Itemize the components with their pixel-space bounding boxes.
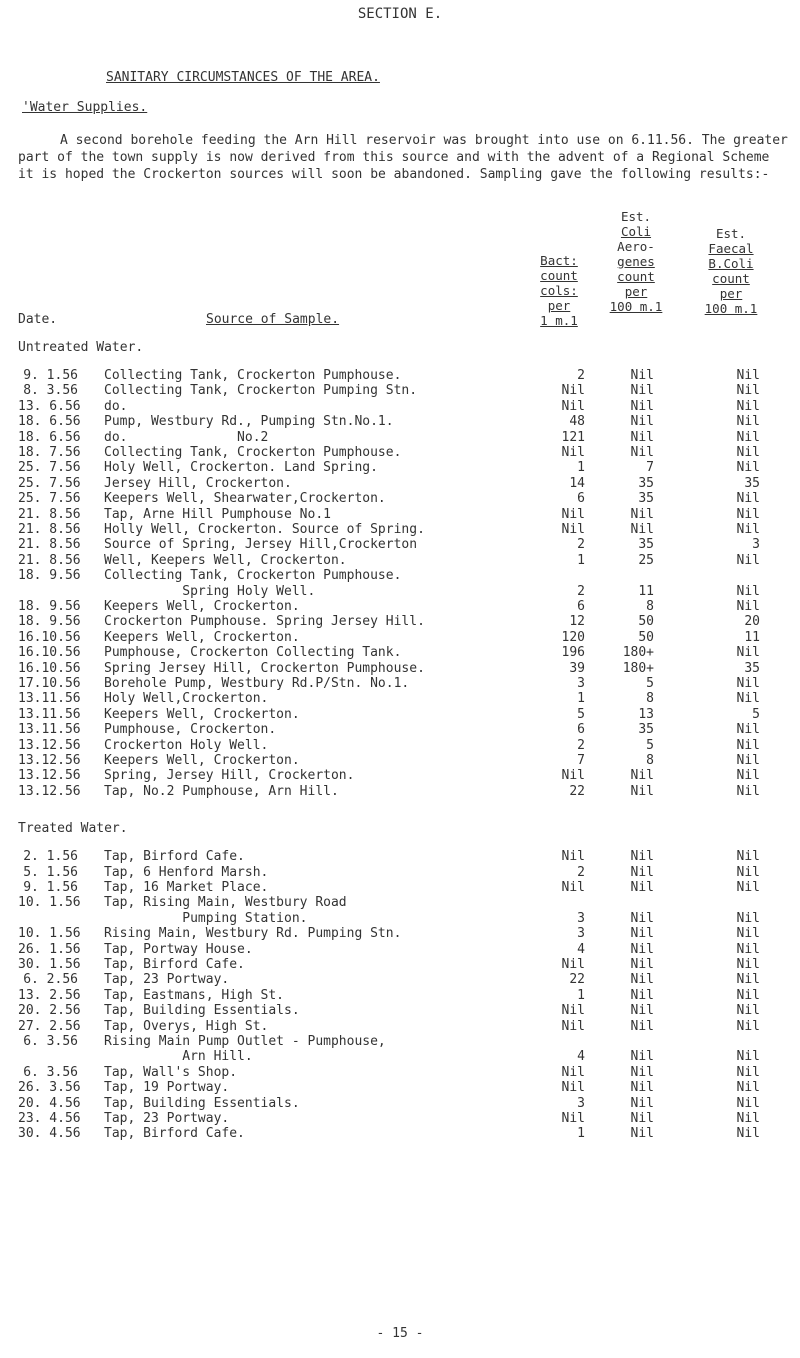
water-supplies-heading: 'Water Supplies. bbox=[22, 100, 148, 115]
cell-source: Holy Well, Crockerton. Land Spring. bbox=[104, 460, 378, 476]
cell-faecal-count: Nil bbox=[736, 1003, 760, 1019]
cell-source: Source of Spring, Jersey Hill,Crockerton bbox=[104, 537, 418, 553]
cell-bact-count: Nil bbox=[561, 1064, 585, 1080]
cell-faecal-count: Nil bbox=[736, 737, 760, 753]
intro-paragraph bbox=[18, 132, 788, 183]
cell-bact-count: 3 bbox=[577, 910, 585, 926]
cell-faecal-count: Nil bbox=[736, 583, 760, 599]
cell-bact-count: 1 bbox=[577, 987, 585, 1003]
cell-date: 18. 7.56 bbox=[18, 445, 81, 460]
cell-date: 13. 6.56 bbox=[18, 398, 81, 414]
cell-date: 20. 2.56 bbox=[18, 1003, 81, 1019]
cell-source: Tap, Birford Cafe. bbox=[104, 849, 245, 865]
cell-bact-count: 1 bbox=[577, 691, 585, 707]
cell-source: Keepers Well, Shearwater,Crockerton. bbox=[104, 491, 386, 507]
hdr-coli-line: genes bbox=[617, 254, 655, 269]
cell-coli-count: Nil bbox=[630, 445, 654, 460]
table-row bbox=[0, 768, 800, 783]
table-row bbox=[0, 722, 800, 737]
intro-text: A second borehole feeding the Arn Hill reservoir was brought into use on 6.11.56. The greater part of the town supply is now derived from this source and with the advent of a Regional Scheme it is hoped the Crockerton sources will soon be abandoned. Sampling gave the following results:- bbox=[18, 133, 788, 182]
cell-bact-count: 1 bbox=[577, 460, 585, 476]
cell-bact-count: 12 bbox=[569, 614, 585, 630]
cell-coli-count: Nil bbox=[630, 522, 654, 537]
cell-source: Tap, 6 Henford Marsh. bbox=[104, 864, 269, 880]
cell-coli-count: Nil bbox=[630, 1111, 654, 1126]
cell-source: Rising Main, Westbury Rd. Pumping Stn. bbox=[104, 926, 402, 942]
table-row bbox=[0, 676, 800, 691]
hdr-faec-line: count bbox=[712, 271, 750, 286]
cell-source: Jersey Hill, Crockerton. bbox=[104, 475, 292, 491]
table-row bbox=[0, 738, 800, 753]
cell-coli-count: Nil bbox=[630, 368, 654, 383]
cell-source: Collecting Tank, Crockerton Pumphouse. bbox=[104, 568, 402, 584]
table-row bbox=[0, 942, 800, 957]
cell-faecal-count: Nil bbox=[736, 676, 760, 691]
cell-bact-count: 22 bbox=[569, 972, 585, 988]
table-row bbox=[0, 614, 800, 629]
table-row bbox=[0, 849, 800, 864]
table-row bbox=[0, 414, 800, 429]
cell-date: 8. 3.56 bbox=[23, 383, 78, 399]
table-row bbox=[0, 476, 800, 491]
cell-source: Tap, Eastmans, High St. bbox=[104, 987, 285, 1003]
cell-date: 6. 2.56 bbox=[23, 972, 78, 988]
cell-coli-count: 5 bbox=[646, 676, 654, 691]
cell-date: 23. 4.56 bbox=[18, 1111, 81, 1126]
cell-faecal-count: Nil bbox=[736, 783, 760, 799]
cell-date: 18. 6.56 bbox=[18, 429, 81, 445]
cell-bact-count: 2 bbox=[577, 583, 585, 599]
cell-date: 16.10.56 bbox=[18, 629, 81, 645]
table-row bbox=[0, 1126, 800, 1141]
cell-coli-count: Nil bbox=[630, 414, 654, 430]
cell-source: Tap, Building Essentials. bbox=[104, 1095, 300, 1111]
cell-date: 13.11.56 bbox=[18, 722, 81, 738]
cell-source: Arn Hill. bbox=[104, 1049, 253, 1065]
cell-coli-count: Nil bbox=[630, 880, 654, 895]
cell-bact-count: Nil bbox=[561, 880, 585, 895]
cell-coli-count: Nil bbox=[630, 957, 654, 972]
cell-date: 21. 8.56 bbox=[18, 552, 81, 568]
cell-date: 2. 1.56 bbox=[23, 849, 78, 865]
cell-source: Rising Main Pump Outlet - Pumphouse, bbox=[104, 1034, 386, 1049]
cell-source: Holly Well, Crockerton. Source of Spring. bbox=[104, 522, 425, 537]
table-row bbox=[0, 972, 800, 987]
cell-faecal-count: Nil bbox=[736, 414, 760, 430]
cell-source: do. No.2 bbox=[104, 429, 269, 445]
table-row bbox=[0, 522, 800, 537]
cell-faecal-count: Nil bbox=[736, 987, 760, 1003]
cell-date: 18. 6.56 bbox=[18, 414, 81, 430]
cell-coli-count: 180+ bbox=[622, 645, 654, 661]
cell-coli-count: Nil bbox=[630, 987, 654, 1003]
cell-coli-count: 5 bbox=[646, 737, 654, 753]
cell-source: Tap, Wall's Shop. bbox=[104, 1064, 238, 1080]
cell-date: 25. 7.56 bbox=[18, 475, 81, 491]
cell-faecal-count: Nil bbox=[736, 1126, 760, 1142]
coli-aerogenes-header bbox=[595, 209, 677, 314]
cell-date: 21. 8.56 bbox=[18, 506, 81, 522]
hdr-coli-line: Est. bbox=[620, 209, 652, 224]
cell-faecal-count: Nil bbox=[736, 491, 760, 507]
cell-bact-count: Nil bbox=[561, 383, 585, 399]
cell-coli-count: Nil bbox=[630, 910, 654, 926]
cell-faecal-count: Nil bbox=[736, 398, 760, 414]
cell-date: 17.10.56 bbox=[18, 676, 81, 691]
cell-source: Collecting Tank, Crockerton Pumphouse. bbox=[104, 445, 402, 460]
cell-faecal-count: Nil bbox=[736, 383, 760, 399]
cell-source: Keepers Well, Crockerton. bbox=[104, 599, 300, 614]
cell-date: 25. 7.56 bbox=[18, 460, 81, 476]
cell-source: Keepers Well, Crockerton. bbox=[104, 706, 300, 722]
table-row bbox=[0, 537, 800, 552]
cell-bact-count: Nil bbox=[561, 1080, 585, 1096]
cell-faecal-count: Nil bbox=[736, 972, 760, 988]
hdr-coli-line: Aero- bbox=[617, 239, 655, 254]
cell-source: Tap, 19 Portway. bbox=[104, 1080, 230, 1096]
cell-date: 26. 3.56 bbox=[18, 1080, 81, 1096]
cell-bact-count: 6 bbox=[577, 722, 585, 738]
cell-source: Well, Keepers Well, Crockerton. bbox=[104, 552, 347, 568]
cell-faecal-count: Nil bbox=[736, 1111, 760, 1126]
cell-bact-count: Nil bbox=[561, 445, 585, 460]
cell-source: Crockerton Pumphouse. Spring Jersey Hill. bbox=[104, 614, 425, 630]
cell-bact-count: 22 bbox=[569, 783, 585, 799]
cell-coli-count: Nil bbox=[630, 849, 654, 865]
cell-faecal-count: 3 bbox=[752, 537, 760, 553]
cell-source: Pumphouse, Crockerton. bbox=[104, 722, 277, 738]
cell-date: 30. 4.56 bbox=[18, 1126, 81, 1142]
cell-coli-count: 8 bbox=[646, 691, 654, 707]
cell-date: 21. 8.56 bbox=[18, 522, 81, 537]
cell-bact-count: Nil bbox=[561, 1003, 585, 1019]
hdr-coli-line: Coli bbox=[620, 224, 652, 239]
cell-source: Keepers Well, Crockerton. bbox=[104, 753, 300, 768]
cell-date: 18. 9.56 bbox=[18, 599, 81, 614]
group-label: Untreated Water. bbox=[18, 340, 144, 355]
cell-source: Spring, Jersey Hill, Crockerton. bbox=[104, 768, 355, 784]
cell-faecal-count: 35 bbox=[744, 660, 760, 676]
cell-bact-count: Nil bbox=[561, 1111, 585, 1126]
table-row bbox=[0, 460, 800, 475]
hdr-bact-line: Bact: bbox=[540, 253, 578, 268]
cell-date: 18. 9.56 bbox=[18, 614, 81, 630]
cell-source: Tap, 16 Market Place. bbox=[104, 880, 269, 895]
cell-coli-count: Nil bbox=[630, 972, 654, 988]
cell-source: Pumping Station. bbox=[104, 910, 308, 926]
cell-source: Tap, 23 Portway. bbox=[104, 972, 230, 988]
cell-coli-count: Nil bbox=[630, 398, 654, 414]
cell-date: 13.11.56 bbox=[18, 706, 81, 722]
cell-faecal-count: Nil bbox=[736, 1080, 760, 1096]
cell-bact-count: 4 bbox=[577, 941, 585, 957]
cell-coli-count: Nil bbox=[630, 1018, 654, 1034]
cell-date: 27. 2.56 bbox=[18, 1018, 81, 1034]
table-row bbox=[0, 507, 800, 522]
cell-date: 16.10.56 bbox=[18, 660, 81, 676]
table-row bbox=[0, 1034, 800, 1065]
bact-count-header bbox=[518, 253, 600, 328]
cell-bact-count: 2 bbox=[577, 864, 585, 880]
cell-source: Tap, Rising Main, Westbury Road bbox=[104, 895, 347, 911]
cell-faecal-count: 20 bbox=[744, 614, 760, 630]
cell-source: Pumphouse, Crockerton Collecting Tank. bbox=[104, 645, 402, 661]
cell-date: 9. 1.56 bbox=[23, 368, 78, 383]
table-row bbox=[0, 491, 800, 506]
cell-date: 13.12.56 bbox=[18, 783, 81, 799]
cell-coli-count: 50 bbox=[638, 629, 654, 645]
cell-bact-count: 3 bbox=[577, 926, 585, 942]
cell-coli-count: Nil bbox=[630, 1064, 654, 1080]
cell-date: 13.12.56 bbox=[18, 768, 81, 784]
cell-coli-count: Nil bbox=[630, 1049, 654, 1065]
cell-faecal-count: Nil bbox=[736, 941, 760, 957]
hdr-bact-line: cols: bbox=[540, 283, 578, 298]
cell-bact-count: 14 bbox=[569, 475, 585, 491]
cell-coli-count: 35 bbox=[638, 537, 654, 553]
cell-source: Spring Jersey Hill, Crockerton Pumphouse. bbox=[104, 660, 425, 676]
cell-coli-count: 35 bbox=[638, 722, 654, 738]
table-row bbox=[0, 895, 800, 926]
cell-coli-count: Nil bbox=[630, 768, 654, 784]
cell-coli-count: 8 bbox=[646, 753, 654, 768]
section-title: SECTION E. bbox=[357, 6, 443, 22]
cell-date: 10. 1.56 bbox=[18, 895, 81, 911]
table-row bbox=[0, 1019, 800, 1034]
table-row bbox=[0, 445, 800, 460]
table-row bbox=[0, 553, 800, 568]
cell-bact-count: 1 bbox=[577, 1126, 585, 1142]
cell-bact-count: 48 bbox=[569, 414, 585, 430]
table-row bbox=[0, 383, 800, 398]
cell-coli-count: 7 bbox=[646, 460, 654, 476]
hdr-faec-line: 100 m.1 bbox=[704, 301, 758, 316]
table-row bbox=[0, 865, 800, 880]
cell-source: Tap, Arne Hill Pumphouse No.1 bbox=[104, 506, 331, 522]
table-row bbox=[0, 753, 800, 768]
cell-source: Keepers Well, Crockerton. bbox=[104, 629, 300, 645]
hdr-faec-line: Faecal bbox=[708, 241, 754, 256]
cell-bact-count: 121 bbox=[561, 429, 585, 445]
cell-date: 21. 8.56 bbox=[18, 537, 81, 553]
cell-date: 9. 1.56 bbox=[23, 880, 78, 895]
cell-coli-count: 50 bbox=[638, 614, 654, 630]
cell-bact-count: 2 bbox=[577, 737, 585, 753]
hdr-coli-line: 100 m.1 bbox=[609, 299, 663, 314]
table-row bbox=[0, 926, 800, 941]
cell-coli-count: 11 bbox=[638, 583, 654, 599]
cell-date: 10. 1.56 bbox=[18, 926, 81, 942]
cell-faecal-count: Nil bbox=[736, 522, 760, 537]
table-row bbox=[0, 568, 800, 599]
cell-coli-count: Nil bbox=[630, 941, 654, 957]
cell-coli-count: 35 bbox=[638, 491, 654, 507]
cell-source: Tap, No.2 Pumphouse, Arn Hill. bbox=[104, 783, 339, 799]
cell-date: 13. 2.56 bbox=[18, 987, 81, 1003]
cell-faecal-count: Nil bbox=[736, 768, 760, 784]
cell-source: Tap, Birford Cafe. bbox=[104, 1126, 245, 1142]
cell-coli-count: Nil bbox=[630, 429, 654, 445]
table-row bbox=[0, 599, 800, 614]
cell-date: 13.12.56 bbox=[18, 737, 81, 753]
hdr-faec-line: B.Coli bbox=[708, 256, 754, 271]
table-row bbox=[0, 707, 800, 722]
cell-date: 26. 1.56 bbox=[18, 941, 81, 957]
cell-faecal-count: Nil bbox=[736, 368, 760, 383]
cell-bact-count: Nil bbox=[561, 522, 585, 537]
table-row bbox=[0, 399, 800, 414]
cell-faecal-count: Nil bbox=[736, 880, 760, 895]
cell-bact-count: Nil bbox=[561, 957, 585, 972]
cell-date: 18. 9.56 bbox=[18, 568, 81, 584]
table-row bbox=[0, 645, 800, 660]
cell-bact-count: 2 bbox=[577, 537, 585, 553]
cell-bact-count: 2 bbox=[577, 368, 585, 383]
cell-date: 6. 3.56 bbox=[23, 1034, 78, 1049]
page-number: - 15 - bbox=[376, 1326, 424, 1341]
cell-faecal-count: Nil bbox=[736, 753, 760, 768]
group-label: Treated Water. bbox=[18, 821, 128, 837]
cell-date: 13.11.56 bbox=[18, 691, 81, 707]
date-header: Date. bbox=[18, 312, 58, 327]
cell-bact-count: 3 bbox=[577, 676, 585, 691]
hdr-faec-line: Est. bbox=[715, 226, 747, 241]
cell-bact-count: 6 bbox=[577, 491, 585, 507]
cell-source: Spring Holy Well. bbox=[104, 583, 316, 599]
table-row bbox=[0, 988, 800, 1003]
cell-coli-count: 25 bbox=[638, 552, 654, 568]
hdr-bact-line: per bbox=[547, 298, 571, 313]
cell-coli-count: 180+ bbox=[622, 660, 654, 676]
table-row bbox=[0, 691, 800, 706]
cell-faecal-count: Nil bbox=[736, 460, 760, 476]
cell-faecal-count: Nil bbox=[736, 445, 760, 460]
table-row bbox=[0, 880, 800, 895]
section-subtitle: SANITARY CIRCUMSTANCES OF THE AREA. bbox=[106, 70, 380, 85]
cell-date: 20. 4.56 bbox=[18, 1095, 81, 1111]
cell-coli-count: 8 bbox=[646, 599, 654, 614]
cell-coli-count: 13 bbox=[638, 706, 654, 722]
cell-bact-count: Nil bbox=[561, 506, 585, 522]
cell-date: 30. 1.56 bbox=[18, 957, 81, 972]
cell-coli-count: Nil bbox=[630, 1080, 654, 1096]
cell-faecal-count: Nil bbox=[736, 645, 760, 661]
hdr-bact-line: 1 m.1 bbox=[540, 313, 578, 328]
cell-coli-count: Nil bbox=[630, 926, 654, 942]
cell-coli-count: Nil bbox=[630, 864, 654, 880]
cell-faecal-count: 5 bbox=[752, 706, 760, 722]
cell-coli-count: Nil bbox=[630, 1126, 654, 1142]
cell-bact-count: Nil bbox=[561, 1018, 585, 1034]
cell-faecal-count: 11 bbox=[744, 629, 760, 645]
cell-bact-count: 120 bbox=[561, 629, 585, 645]
cell-faecal-count: Nil bbox=[736, 1064, 760, 1080]
cell-coli-count: Nil bbox=[630, 1003, 654, 1019]
cell-coli-count: Nil bbox=[630, 383, 654, 399]
cell-bact-count: Nil bbox=[561, 398, 585, 414]
hdr-coli-line: per bbox=[624, 284, 648, 299]
table-row bbox=[0, 1080, 800, 1095]
cell-coli-count: Nil bbox=[630, 1095, 654, 1111]
hdr-bact-line: count bbox=[540, 268, 578, 283]
cell-bact-count: 4 bbox=[577, 1049, 585, 1065]
cell-source: do. bbox=[104, 398, 128, 414]
cell-faecal-count: Nil bbox=[736, 849, 760, 865]
cell-source: Holy Well,Crockerton. bbox=[104, 691, 269, 707]
cell-bact-count: 1 bbox=[577, 552, 585, 568]
cell-source: Tap, Birford Cafe. bbox=[104, 957, 245, 972]
table-row bbox=[0, 430, 800, 445]
cell-faecal-count: Nil bbox=[736, 1095, 760, 1111]
cell-faecal-count: Nil bbox=[736, 691, 760, 707]
hdr-faec-line: per bbox=[719, 286, 743, 301]
cell-source: Crockerton Holy Well. bbox=[104, 737, 269, 753]
cell-coli-count: Nil bbox=[630, 506, 654, 522]
cell-bact-count: Nil bbox=[561, 768, 585, 784]
cell-bact-count: 7 bbox=[577, 753, 585, 768]
cell-source: Tap, 23 Portway. bbox=[104, 1111, 230, 1126]
table-row bbox=[0, 630, 800, 645]
table-row bbox=[0, 661, 800, 676]
cell-source: Tap, Portway House. bbox=[104, 941, 253, 957]
cell-date: 16.10.56 bbox=[18, 645, 81, 661]
cell-date: 25. 7.56 bbox=[18, 491, 81, 507]
cell-source: Collecting Tank, Crockerton Pumphouse. bbox=[104, 368, 402, 383]
cell-faecal-count: 35 bbox=[744, 475, 760, 491]
cell-faecal-count: Nil bbox=[736, 429, 760, 445]
cell-faecal-count: Nil bbox=[736, 1049, 760, 1065]
faecal-coli-header bbox=[690, 226, 772, 316]
cell-source: Tap, Overys, High St. bbox=[104, 1018, 269, 1034]
cell-faecal-count: Nil bbox=[736, 864, 760, 880]
cell-source: Collecting Tank, Crockerton Pumping Stn. bbox=[104, 383, 418, 399]
hdr-coli-line: count bbox=[617, 269, 655, 284]
table-row bbox=[0, 957, 800, 972]
cell-bact-count: 5 bbox=[577, 706, 585, 722]
cell-faecal-count: Nil bbox=[736, 599, 760, 614]
table-row bbox=[0, 784, 800, 799]
cell-coli-count: 35 bbox=[638, 475, 654, 491]
cell-bact-count: Nil bbox=[561, 849, 585, 865]
source-header: Source of Sample. bbox=[206, 312, 340, 327]
cell-faecal-count: Nil bbox=[736, 926, 760, 942]
cell-source: Borehole Pump, Westbury Rd.P/Stn. No.1. bbox=[104, 676, 410, 691]
cell-coli-count: Nil bbox=[630, 783, 654, 799]
cell-faecal-count: Nil bbox=[736, 910, 760, 926]
table-row bbox=[0, 1003, 800, 1018]
cell-source: Tap, Building Essentials. bbox=[104, 1003, 300, 1019]
cell-bact-count: 3 bbox=[577, 1095, 585, 1111]
cell-faecal-count: Nil bbox=[736, 552, 760, 568]
cell-faecal-count: Nil bbox=[736, 722, 760, 738]
cell-source: Pump, Westbury Rd., Pumping Stn.No.1. bbox=[104, 414, 394, 430]
table-row bbox=[0, 1111, 800, 1126]
cell-faecal-count: Nil bbox=[736, 1018, 760, 1034]
cell-bact-count: 6 bbox=[577, 599, 585, 614]
cell-date: 5. 1.56 bbox=[23, 864, 78, 880]
cell-bact-count: 196 bbox=[561, 645, 585, 661]
table-row bbox=[0, 1065, 800, 1080]
table-row bbox=[0, 368, 800, 383]
cell-bact-count: 39 bbox=[569, 660, 585, 676]
cell-date: 13.12.56 bbox=[18, 753, 81, 768]
cell-date: 6. 3.56 bbox=[23, 1064, 78, 1080]
cell-faecal-count: Nil bbox=[736, 957, 760, 972]
table-row bbox=[0, 1096, 800, 1111]
cell-faecal-count: Nil bbox=[736, 506, 760, 522]
